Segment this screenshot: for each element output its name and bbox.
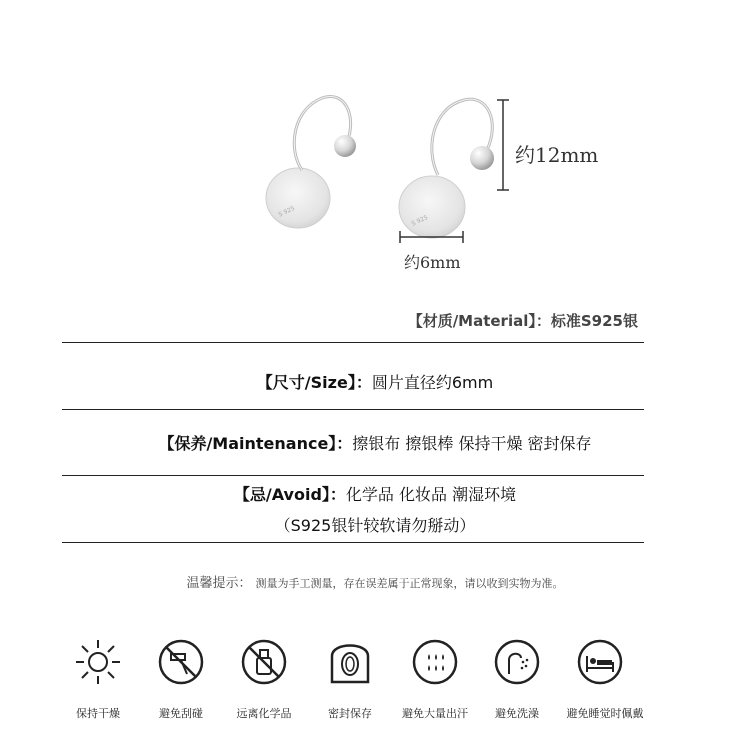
divider-2 [62,409,644,410]
material-value: 标准S925银 [550,312,638,330]
avoid-value: 化学品 化妆品 潮湿环境 [345,485,517,504]
material-label: 【材质/Material】： [407,312,551,330]
avoid-line [0,482,750,505]
material-line [408,310,638,331]
disc-engraving-left: S 925 [277,204,296,219]
no-bump-icon [151,632,211,692]
sealed-box-icon [320,632,380,692]
notice [0,572,750,591]
care-label-sealed: 密封保存 [328,707,372,720]
notice-lead: 温馨提示： [186,576,252,591]
height-dimension [497,100,509,190]
care-label-bump: 避免刮碰 [159,707,203,720]
product-photo [0,0,750,340]
size-value: 圆片直径约6mm [371,373,494,392]
no-chemical-icon [234,632,294,692]
height-label: 约12mm [515,143,599,167]
care-label-shower: 避免洗澡 [495,707,539,720]
care-label-dry: 保持干燥 [76,707,120,720]
divider-1 [62,342,644,343]
earring-right [399,99,494,238]
care-label-chemical: 远离化学品 [236,707,292,720]
disc-engraving-right: S 925 [410,214,430,228]
divider-3 [62,475,644,476]
notice-text: 测量为手工测量，存在误差属于正常现象，请以收到实物为准。 [255,577,564,590]
sweat-drops-icon [405,632,465,692]
shower-icon [487,632,547,692]
maintenance-line [0,431,750,454]
avoid-note: （S925银针较软请勿掰动） [274,516,476,535]
care-label-sleep: 避免睡觉时佩戴 [566,707,644,720]
earring-left [266,96,356,228]
size-label: 【尺寸/Size】： [256,373,372,392]
bed-icon [570,632,630,692]
avoid-label: 【忌/Avoid】： [233,485,346,504]
care-label-sweat: 避免大量出汗 [402,707,468,720]
size-line [0,370,750,393]
divider-4 [62,542,644,543]
maintenance-label: 【保养/Maintenance】： [158,434,353,453]
maintenance-value: 擦银布 擦银棒 保持干燥 密封保存 [352,434,592,453]
width-label: 约6mm [404,253,461,272]
sun-icon [68,632,128,692]
